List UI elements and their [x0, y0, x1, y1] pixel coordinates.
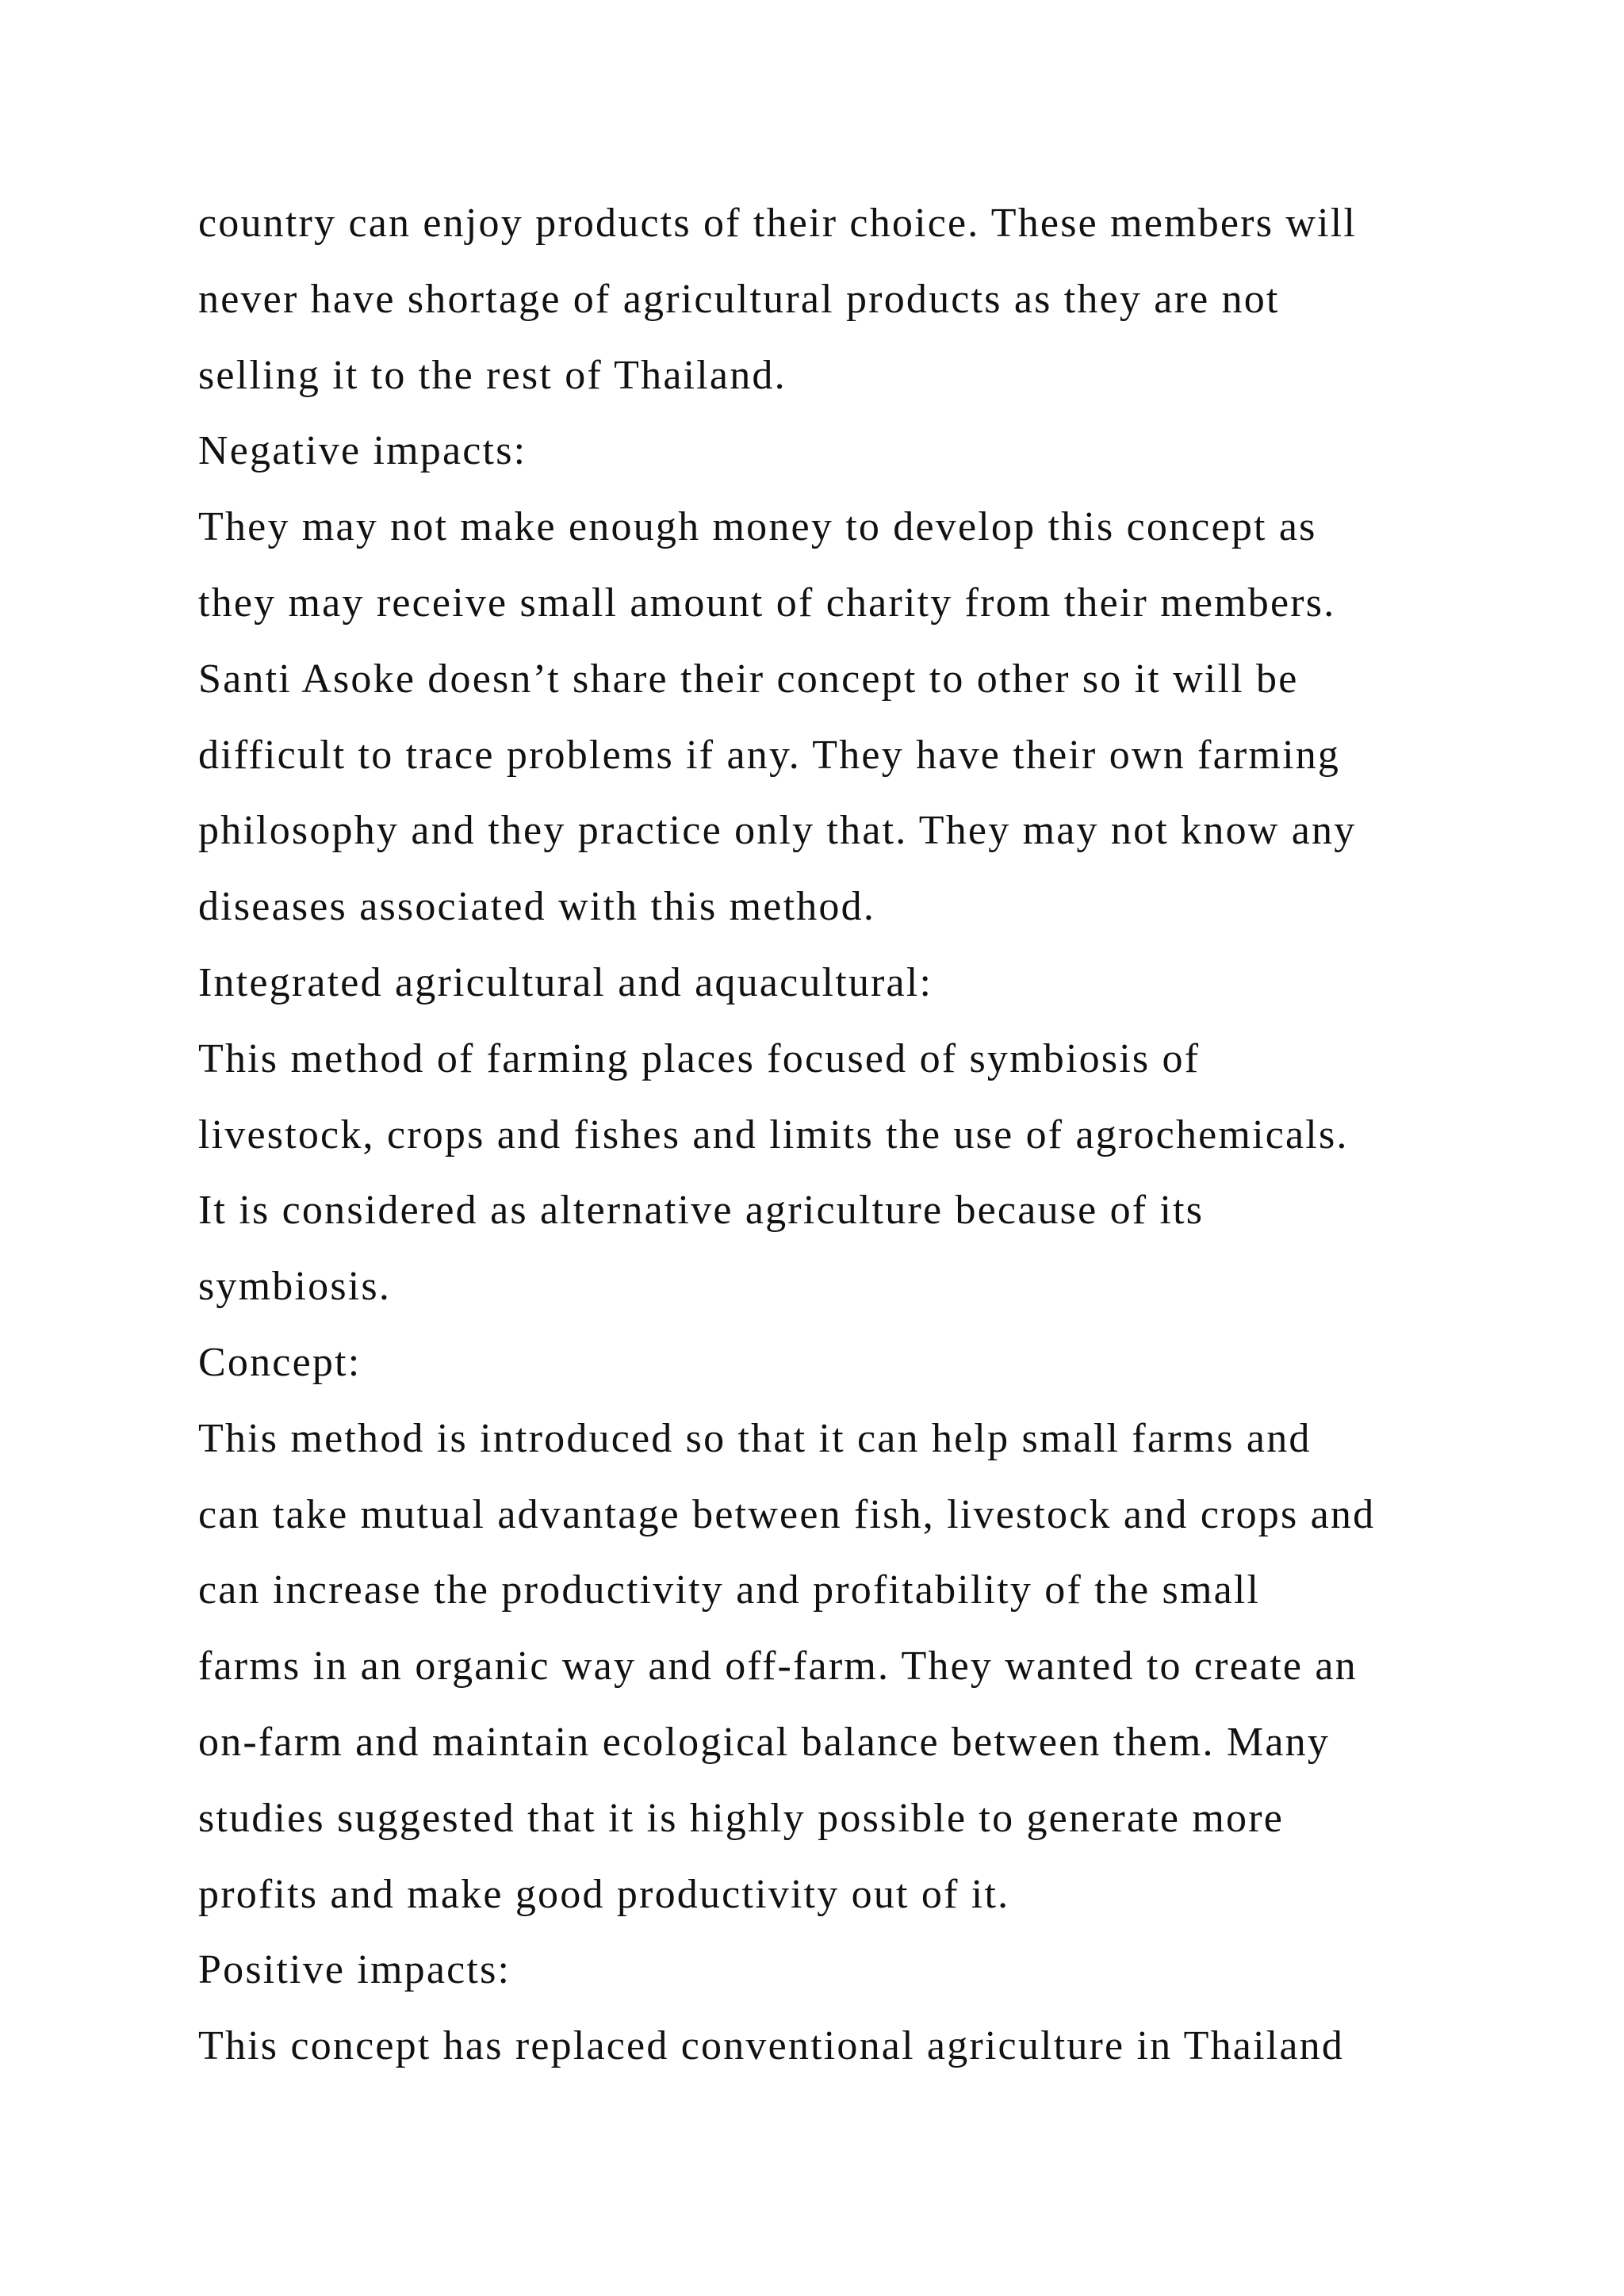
- text-line: It is considered as alternative agriculture because of its: [198, 1188, 1205, 1234]
- text-line: They may not make enough money to develop this concept as: [198, 504, 1317, 550]
- text-line: they may receive small amount of charity from their members.: [198, 580, 1336, 626]
- text-line: studies suggested that it is highly possible to generate more: [198, 1795, 1284, 1841]
- text-line: selling it to the rest of Thailand.: [198, 352, 787, 398]
- text-line: on-farm and maintain ecological balance between them. Many: [198, 1719, 1331, 1765]
- text-line: difficult to trace problems if any. They have their own farming: [198, 732, 1341, 778]
- text-line: can increase the productivity and profitability of the small: [198, 1567, 1261, 1613]
- text-line: This concept has replaced conventional agriculture in Thailand: [198, 2023, 1345, 2069]
- text-line: philosophy and they practice only that. They may not know any: [198, 808, 1357, 854]
- section-heading-positive-impacts: Positive impacts:: [198, 1947, 511, 1993]
- document-body: [198, 194, 1546, 2093]
- text-line: country can enjoy products of their choice. These members will: [198, 201, 1358, 246]
- text-line: livestock, crops and fishes and limits the use of agrochemicals.: [198, 1112, 1349, 1158]
- text-line: This method of farming places focused of symbiosis of: [198, 1035, 1201, 1081]
- text-line: farms in an organic way and off-farm. They wanted to create an: [198, 1644, 1358, 1689]
- section-heading-concept: Concept:: [198, 1339, 362, 1385]
- text-line: Santi Asoke doesn’t share their concept to other so it will be: [198, 656, 1299, 702]
- text-line: profits and make good productivity out of it.: [198, 1871, 1010, 1917]
- text-line: diseases associated with this method.: [198, 884, 876, 930]
- text-line: symbiosis.: [198, 1264, 392, 1310]
- section-heading-integrated: Integrated agricultural and aquacultural:: [198, 959, 933, 1005]
- section-heading-negative-impacts: Negative impacts:: [198, 428, 527, 474]
- text-line: This method is introduced so that it can help small farms and: [198, 1415, 1312, 1461]
- text-line: can take mutual advantage between fish, livestock and crops and: [198, 1491, 1376, 1537]
- text-line: never have shortage of agricultural products as they are not: [198, 276, 1280, 322]
